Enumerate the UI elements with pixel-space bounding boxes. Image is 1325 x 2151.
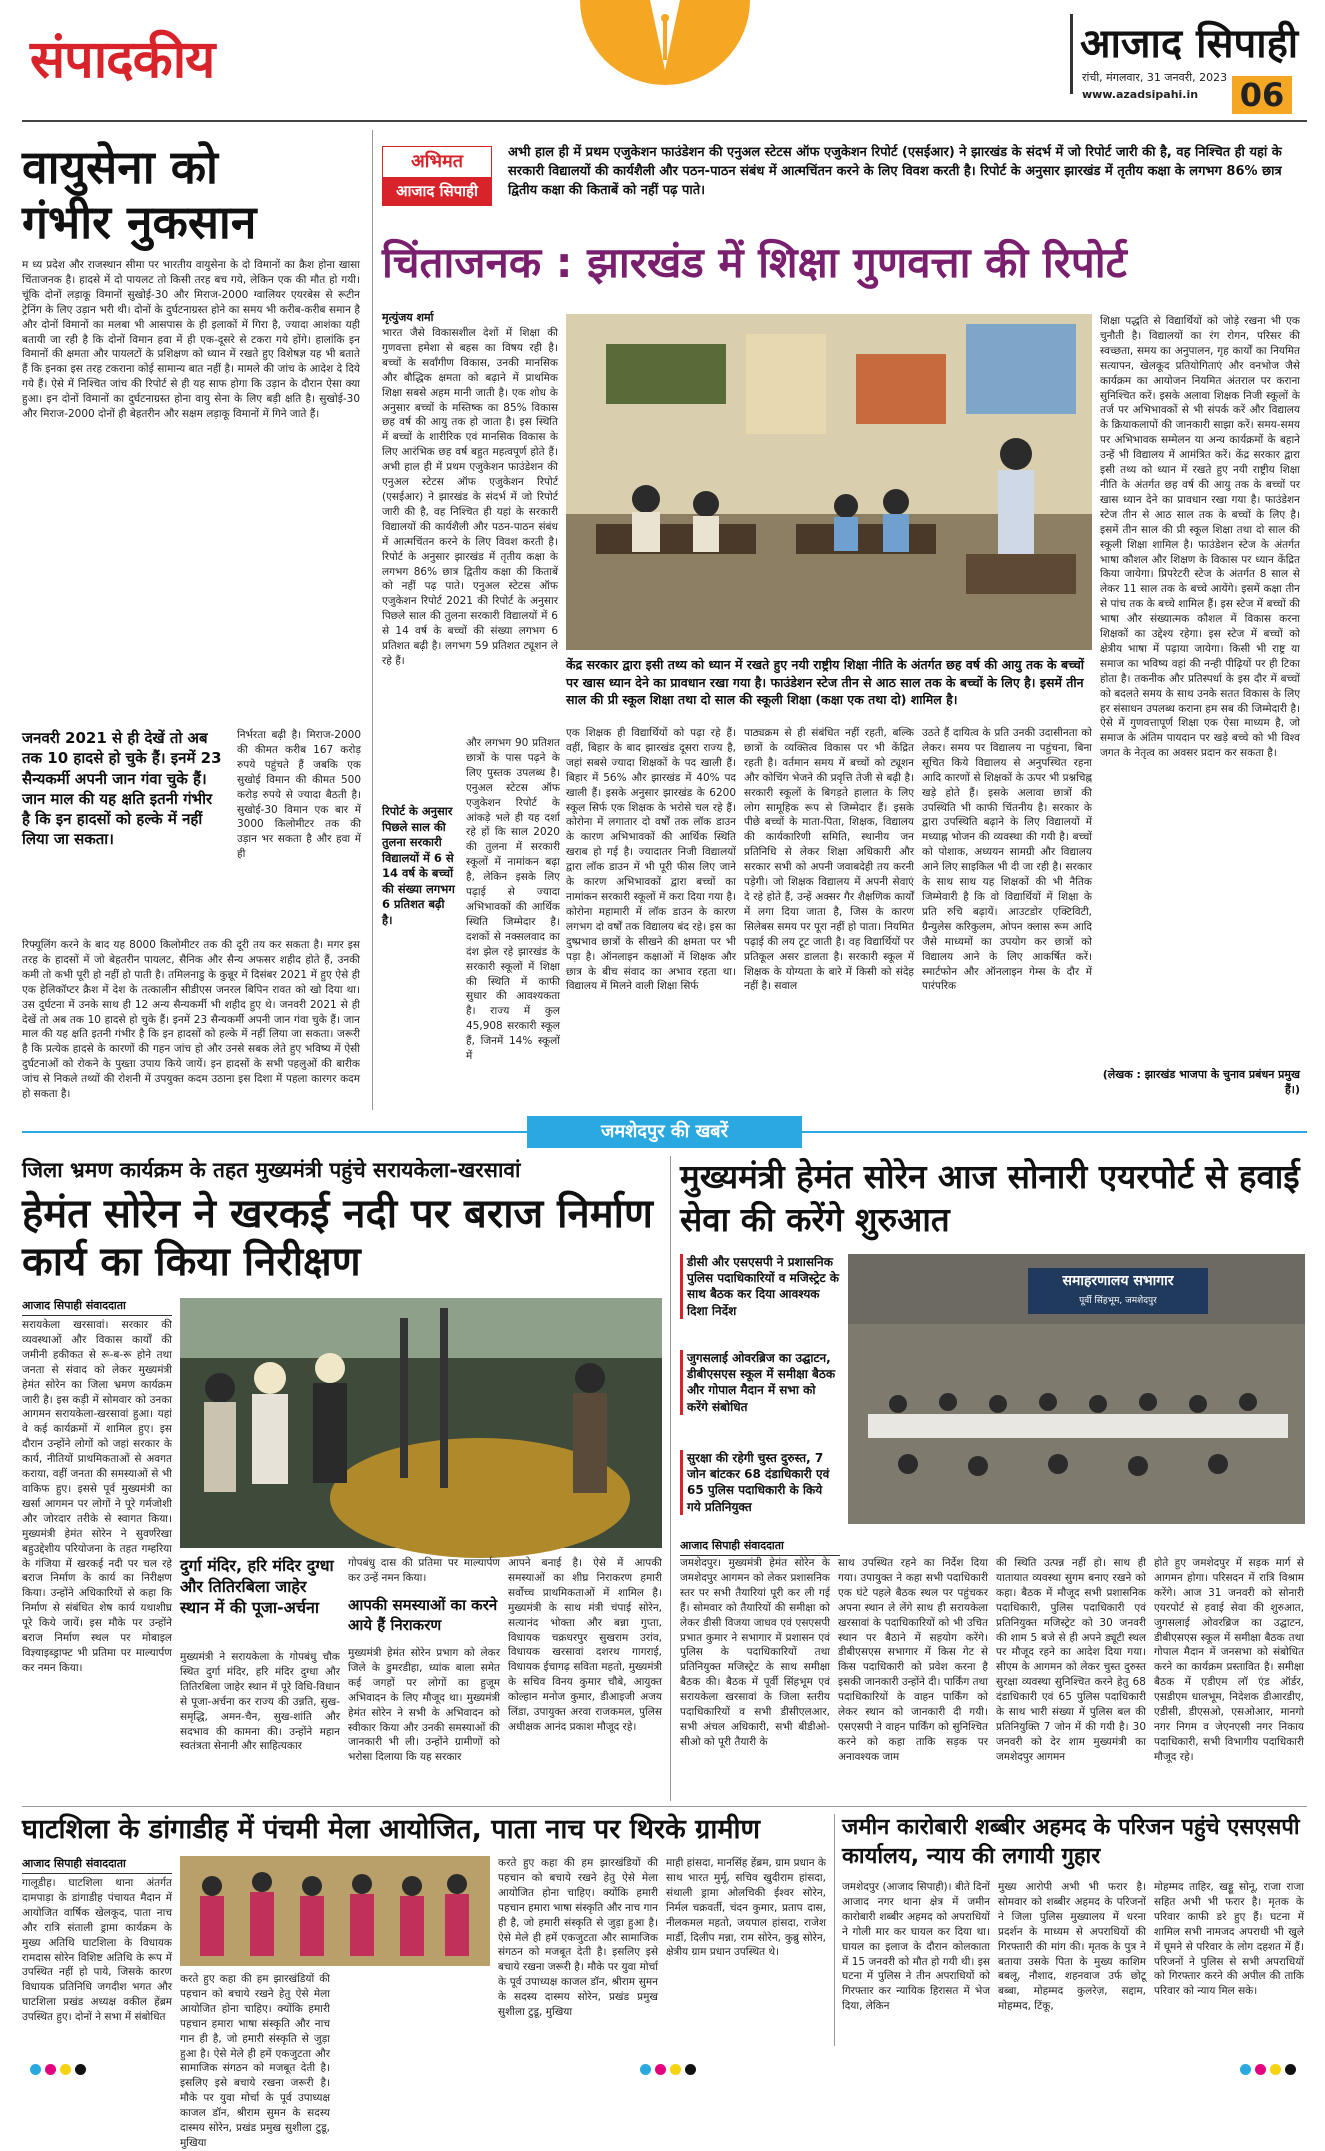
lower-divider xyxy=(22,1806,1307,1807)
classroom-photo xyxy=(566,314,1092,650)
hall-banner-title: समाहरणालय सभागार xyxy=(1062,1273,1174,1289)
paper-name: आजाद सिपाही xyxy=(1080,21,1299,67)
registration-dots-left xyxy=(30,2060,90,2079)
main-col-2: और लगभग 90 प्रतिशत छात्रों के पास पढ़ने के लिए पुस्तक उपलब्ध है। एनुअल स्टेटस ऑफ एजुकेशन रिपोर्ट के आंकड़े भले ही यह दर्शा रहे हों कि साल 2020 की तुलना में सरकारी स्कूलों में नामांकन बढ़ा है, लेकिन इसके लिए पढ़ाई से ज्यादा अभिभावकों की आर्थिक स्थिति जिम्मेदार है। दशकों से नक्सलवाद का दंश झेल रहे झारखंड के सरकारी स्कूलों में शिक्षा की स्थिति में काफी सुधार की आवश्यकता है। राज्य में कुल 45,908 सरकारी स्कूल हैं, जिनमें 14% स्कूलों में xyxy=(466,737,560,1063)
hall-banner-sub: पूर्वी सिंहभूम, जमशेदपुर xyxy=(1079,1296,1157,1306)
cm-barrage-col-3: मुख्यमंत्री हेमंत सोरेन प्रभाग को लेकर जिले के डुमरडीहा, ध्यांक बाला समेत कई जगहों पर लोगों का हुजूम अभिवादन के लिए मौजूद था। मुख्यमंत्री हेमंत सोरेन ने सभी के अभिवादन को स्वीकार किया और उनकी समस्याओं की जानकारी भी ली। उन्होंने ग्रामीणों को भरोसा दिलाया कि यह सरकार xyxy=(348,1647,500,1764)
editorial-divider xyxy=(372,130,373,1110)
airport-bullet-3: सुरक्षा की रहेगी चुस्त दुरुस्त, 7 जोन बांटकर 68 दंडाधिकारी एवं 65 पुलिस पदाधिकारी के किये गये प्रतिनियुक्त xyxy=(680,1450,840,1515)
main-col-4: पाठ्यक्रम से ही संबंधित नहीं रहती, बल्कि छात्रों के व्यक्तित्व विकास पर भी केंद्रित रहती है। वर्तमान समय में बच्चों को ट्यूशन और कोचिंग भेजने की प्रवृत्ति तेजी से बढ़ी है। सरकारी स्कूलों के बिगड़ते हालात के लिए लोग सामूहिक रूप से जिम्मेदार हैं। इसके पीछे बच्चों के माता-पिता, शिक्षक, विद्यालय की कार्यकारिणी समिति, स्थानीय जन प्रतिनिधि से लेकर शिक्षा अधिकारी और सरकार सभी को अपनी जवाबदेही तय करनी पड़ेगी। जो शिक्षक विद्यालय में अपनी सेवाएं दे रहे होते हैं, उन्हें अक्सर गैर शैक्षणिक कार्यों में लगा दिया जाता है, जिस के कारण सिलेबस समय पर पूरा नहीं हो पाता। नियमित पढ़ाई की लय टूट जाती है। वह विद्यार्थियों पर प्रतिकूल असर डालता है। सरकारी स्कूल में शिक्षक के योग्यता के बारे में किसी को संदेह नहीं है। सवाल xyxy=(744,727,914,993)
main-headline: चिंताजनक : झारखंड में शिक्षा गुणवत्ता की रिपोर्ट xyxy=(382,238,1127,287)
cm-barrage-col-2: मुख्यमंत्री ने सरायकेला के गोपबंधु चौक स्थित दुर्गा मंदिर, हरि मंदिर दुग्धा और तितिरबिला जाहेर स्थान में पूरे विधि-विधान से पूजा-अर्चना कर राज्य की उन्नति, सुख-समृद्धि, अमन-चैन, सुख-शांति और सदभाव की कामना की। उन्होंने महान स्वतंत्रता सेनानी और साहित्यकार xyxy=(180,1651,340,1753)
author-note: (लेखक : झारखंड भाजपा के चुनाव प्रबंधन प्रमुख हैं।) xyxy=(1102,1068,1300,1096)
magenta-dot xyxy=(45,2064,56,2075)
barrage-scene-icon xyxy=(180,1298,662,1548)
masthead-rule xyxy=(1070,14,1073,94)
cm-barrage-headline: हेमंत सोरेन ने खरकई नदी पर बराज निर्माण कार्य का किया निरीक्षण xyxy=(22,1191,653,1285)
page-number: 06 xyxy=(1232,76,1292,114)
classroom-scene-icon xyxy=(566,314,1092,650)
black-dot xyxy=(75,2064,86,2075)
sabbir-col-2: मुख्य आरोपी अभी भी फरार है। सोमवार को शब्बीर अहमद के परिजनों ने जिला पुलिस मुख्यालय में धरना प्रदर्शन के माध्यम से अपराधियों की गिरफ्तारी की मांग की। मृतक के पुत्र ने बताया उसके पिता के मुख्य काशिम बबलू, नौशाद, शहनवाज उर्फ छोटू बब्बा, मोहम्मद कुलरेज़, सद्दाम, मोहम्मद, टिंकू, xyxy=(998,1881,1146,2013)
sabbir-headline: जमीन कारोबारी शब्बीर अहमद के परिजन पहुंचे एसएसपी कार्यालय, न्याय की लगायी गुहार xyxy=(842,1815,1300,1869)
yellow-dot xyxy=(670,2064,681,2075)
airport-col-3: की स्थिति उत्पन्न नहीं हो। साथ ही यातायात व्यवस्था सुगम बनाए रखने को कहा। बैठक में मौजूद सभी प्रशासनिक पदाधिकारी, पुलिस पदाधिकारी एवं प्रतिनियुक्त मजिस्ट्रेट को 30 जनवरी की शाम 5 बजे से ही अपने ड्यूटी स्थल पर मौजूद रहने का आदेश दिया गया। सीएम के आगमन को लेकर चुस्त दुरुस्त सुरक्षा व्यवस्था सुनिश्चित करने हेतु 68 दंडाधिकारी एवं 65 पुलिस पदाधिकारी के साथ भारी संख्या में पुलिस बल की प्रतिनियुक्ति 7 जोन में की गयी है। 30 जनवरी को देर शाम मुख्यमंत्री का जमशेदपुर आगमन xyxy=(996,1557,1146,1763)
airport-bullet-2: जुगसलाई ओवरब्रिज का उद्घाटन, डीबीएसएस स्कूल में समीक्षा बैठक और गोपाल मैदान में सभा को करेंगे संबोधित xyxy=(680,1350,840,1415)
website: www.azadsipahi.in xyxy=(1082,88,1199,101)
section-title: संपादकीय xyxy=(30,30,215,90)
main-col-6: शिक्षा पद्धति से विद्यार्थियों को जोड़े रखना भी एक चुनौती है। विद्यालयों का रंग रोगन, परिसर की स्वच्छता, समय का अनुपालन, गृह कार्यों का नियमित सत्यापन, खेलकूद प्रतियोगिताएं और वनभोज जैसे कार्यक्रम का आयोजन नियमित अंतराल पर कराना सुनिश्चित करें। इसके अलावा शिक्षक निजी स्कूलों के तर्ज पर अभिभावकों से भी संपर्क करें और विद्यालय के क्रियाकलापों की जानकारी साझा करें। समय-समय पर अभिभावक सम्मेलन या अन्य कार्यक्रमों के बहाने उन्हें भी विद्यालय में आमंत्रित करें। केंद्र सरकार द्वारा इसी तथ्य को ध्यान में रखते हुए नयी राष्ट्रीय शिक्षा नीति के अंतर्गत छह वर्ष की आयु तक के बच्चों पर खास ध्यान देने का प्रावधान रखा गया है। फाउंडेशन स्टेज तीन से आठ साल तक के बच्चों के लिए है। इसमें तीन साल की प्री स्कूल शिक्षा तथा दो साल की स्कूली शिक्षा शामिल है। फाउंडेशन स्टेज के अंतर्गत भाषा कौशल और शिक्षण के विकास पर ध्यान केंद्रित किया जायेगा। प्रिपरेटरी स्टेज के अंतर्गत 8 साल से लेकर 11 साल तक के बच्चे आयेंगे। इसमें कक्षा तीन से पांच तक के बच्चे शामिल हैं। इस स्टेज में बच्चों की भाषा और संख्यात्मक कौशल में विकास करना शिक्षकों का उद्देश्य रहेगा। इस स्टेज में बच्चों को क्षेत्रीय भाषा में पढ़ाया जायेगा। किसी भी राष्ट्र या समाज का भविष्य वहां की नन्ही पीढ़ियों पर ही टिका होता है। तकनीक और प्रतिस्पर्धा के इस दौर में बच्चों को बदलते समय के साथ उनके सतत विकास के लिए हर संसाधन उपलब्ध कराना हम सब की जिम्मेदारी है। ऐसे में गुणवत्तापूर्ण शिक्षा एक ऐसा माध्यम है, जो समाज के अंतिम पायदान पर खड़े बच्चे को भी विश्व जगत के नेतृत्व का अवसर प्रदान कर सकता है। xyxy=(1100,315,1300,760)
top-intro: अभी हाल ही में प्रथम एजुकेशन फाउंडेशन की एनुअल स्टेटस ऑफ एजुकेशन रिपोर्ट (एसईआर) ने झारखंड के संदर्भ में जो रिपोर्ट जारी की है, वह निश्चित ही यहां के सरकारी विद्यालयों की कार्यशैली और पठन-पाठन संबंध में आत्मचिंतन करने के लिए विवश करती है। रिपोर्ट के अनुसार झारखंड में तृतीय कक्षा के लगभग 86% छात्र द्वितीय कक्षा की किताबें को नहीं पढ़ पाते। xyxy=(508,145,1282,198)
meeting-scene-icon xyxy=(848,1254,1305,1524)
yellow-dot xyxy=(60,2064,71,2075)
airport-byline: आजाद सिपाही संवाददाता xyxy=(680,1538,840,1556)
editorial-title: वायुसेना को गंभीर नुकसान xyxy=(22,140,257,250)
magenta-dot xyxy=(1255,2064,1266,2075)
mela-headline: घाटशिला के डांगाडीह में पंचमी मेला आयोजित, पाता नाच पर थिरके ग्रामीण xyxy=(22,1814,761,1845)
mela-col-3: माही हांसदा, मानसिंह हेंब्रम, ग्राम प्रधान के साथ भारत मुर्मू, सचिव खुदीराम हांसदा, संथाली ड्रामा ओलचिकी ईश्वर सोरेन, निर्मल चक्रवर्ती, चंदन कुमार, प्रताप दास, नीलकमल महतो, जयपाल हांसदा, राजेश मार्डी, दिलीप मन्ना, राम सोरेन, कुब्रु सोरेन, क्षेत्रीय ग्राम प्रधान उपस्थित थे। xyxy=(666,1857,826,1959)
main-col-3: एक शिक्षक ही विद्यार्थियों को पढ़ा रहे हैं। वहीं, बिहार के बाद झारखंड दूसरा राज्य है, जहां सबसे ज्यादा शिक्षकों के पद खाली हैं। बिहार में 56% और झारखंड में 40% पद खाली हैं। इसके अनुसार झारखंड के 6200 स्कूल सिर्फ एक शिक्षक के भरोसे चल रहे हैं। कोरोना में लगातार दो वर्षों तक लॉक डाउन के कारण अभिभावकों की आर्थिक स्थिति खराब हो गई है। ज्यादातर निजी विद्यालयों द्वारा लॉक डाउन में भी पूरी फीस लिए जाने के कारण अभिभावकों द्वारा बच्चों का नामांकन सरकारी स्कूलों में करा दिया गया है। कोरोना महामारी में लॉक डाउन के कारण लगभग दो वर्षों तक विद्यालय बंद रहे। इस का दुष्प्रभाव छात्रों के सीखने की क्षमता पर भी पड़ा है। ऑनलाइन कक्षाओं में शिक्षक और छात्र के बीच संवाद का अभाव रहता था। विद्यालय में मिलने वाली शिक्षा सिर्फ xyxy=(566,727,736,993)
abhimat-paper: आजाद सिपाही xyxy=(383,177,491,205)
dateline: रांची, मंगलवार, 31 जनवरी, 2023 xyxy=(1082,71,1228,84)
sabbir-col-1: जमशेदपुर (आजाद सिपाही)। बीते दिनों आजाद नगर थाना क्षेत्र में जमीन कारोबारी शब्बीर अहमद को अपराधियों ने गोली मार कर घायल कर दिया था। घायल का इलाज के दौरान कोलकाता में 15 जनवरी को मौत हो गयी थी। इस घटना में पुलिस ने तीन अपराधियों को गिरफ्तार कर न्यायिक हिरासत में भेज दिया, लेकिन xyxy=(842,1881,990,2013)
masthead-divider xyxy=(22,120,1307,122)
temple-subheading: दुर्गा मंदिर, हरि मंदिर दुग्धा और तितिरबिला जाहेर स्थान में की पूजा-अर्चना xyxy=(180,1556,334,1617)
editorial-body-3: रिफ्यूलिंग करने के बाद यह 8000 किलोमीटर तक की दूरी तय कर सकता है। मगर इस तरह के हादसों में जो बेहतरीन पायलट, सैनिक और सैन्य अफसर शहीद होते हैं, उनकी कमी तो कभी पूरी हो नहीं हो पाती है। तमिलनाडु के कुन्नूर में दिसंबर 2021 में हुए ऐसे ही एक हेलिकॉप्टर क्रैश में देश के तत्कालीन सीडीएस जनरल बिपिन रावत को खो दिया था। उस दुर्घटना में उनके साथ ही 12 अन्य सैन्यकर्मी भी शहीद हुए थे। जनवरी 2021 से ही देखें तो अब तक 10 हादसे हो चुके हैं। इनमें 23 सैन्यकर्मी अपनी जान गंवा चुके हैं। जान माल की यह क्षति इतनी गंभीर है कि इन हादसों को हल्के में नहीं लिया जा सकता। जरूरी है कि प्रत्येक हादसे के कारणों की गहन जांच हो और उनसे सबक लेते हुए भविष्य में ऐसी दुर्घटनाओं को रोकने के पुख्ता उपाय किये जायें। इन हादसों के सभी पहलुओं की बारीक जांच से निकले तथ्यों की रोशनी में उपयुक्त कदम उठाना इस दिशा में पहला कारगर कदम हो सकता है। xyxy=(22,939,360,1101)
abhimat-label: अभिमत xyxy=(383,147,491,177)
main-author: मृत्युंजय शर्मा xyxy=(382,311,434,324)
mela-dance-photo xyxy=(180,1856,490,1966)
editorial-body-2: निर्भरता बढ़ी है। मिराज-2000 की कीमत करीब 167 करोड़ रुपये पहुंचते हैं जबकि एक सुखोई विमान की कीमत 500 करोड़ रुपये से ज्यादा बैठती है। सुखोई-30 विमान एक बार में 3000 किलोमीटर तक की उड़ान भर सकता है और हवा में ही xyxy=(237,729,361,861)
cm-barrage-col-4: आपने बनाई है। ऐसे में आपकी समस्याओं का शीघ्र निराकरण हमारी सर्वोच्च प्राथमिकताओं में शामिल है। मुख्यमंत्री के साथ मंत्री चंपाई सोरेन, सत्यानंद भोक्ता और बन्ना गुप्ता, विधायक चक्रधरपुर सुखराम उरांव, विधायक खरसावां दशरथ गागराई, विधायक ईचागढ़ सविता महतो, मुख्यमंत्री के सचिव विनय कुमार चौबे, आयुक्त कोल्हान मनोज कुमार, डीआइजी अजय लिंडा, उपायुक्त अरवा राजकमल, पुलिस अधीक्षक आनंद प्रकाश मौजूद रहे। xyxy=(508,1557,662,1733)
abhimat-badge xyxy=(382,146,492,206)
jamshedpur-divider xyxy=(670,1156,671,1801)
cyan-dot xyxy=(1240,2064,1251,2075)
airport-col-2: साथ उपस्थित रहने का निर्देश दिया गया। उपायुक्त ने कहा सभी पदाधिकारी एक घंटे पहले बैठक स्थल पर पहुंचकर अपना स्थान ले लेंगे साथ ही सरायकेला खरसावां के पदाधिकारियों को भी उचित स्थान पर बैठाने में सहयोग करेंगे। डीबीएसएस सभागार में किस गेट से किस पदाधिकारी को प्रवेश करना है इसकी जानकारी उन्होंने दी। पार्किंग तथा पदाधिकारियों के वाहन पार्किंग को लेकर स्थान को जानकारी दी गयी। एसएसपी ने वाहन पार्किंग को सुनिश्चित करने को कहा ताकि सड़क पर अनावश्यक जाम xyxy=(838,1557,988,1763)
magenta-dot xyxy=(655,2064,666,2075)
airport-col-4: होते हुए जमशेदपुर में सड़क मार्ग से आगमन होगा। परिसदन में रात्रि विश्राम करेंगे। आज 31 जनवरी को सोनारी एयरपोर्ट से हवाई सेवा की शुरुआत, जुगसलाई ओवरब्रिज का उद्घाटन, डीबीएसएस स्कूल में समीक्षा बैठक तथा गोपाल मैदान में जनसभा को संबोधित करने का कार्यक्रम प्रस्तावित है। समीक्षा बैठक में एडीएम लॉ एंड ऑर्डर, एसडीएम धालभूम, निदेशक डीआरडीए, एडीसी, डीएसओ, एसओआर, मानगो नगर निगम व जेएनएसी नगर निकाय पदाधिकारी, सभी विभागीय पदाधिकारी मौजूद रहे। xyxy=(1154,1557,1304,1763)
mela-col-2b: करते हुए कहा की हम झारखंडियों की पहचान को बचाये रखने हेतु ऐसे मेला आयोजित होना चाहिए। क्योंकि हमारी पहचान हमारा भाषा संस्कृति और नाच गान ही है, जो हमारी संस्कृति से जुड़ा हुआ है। ऐसे मेले ही हमें एकजुटता और सामाजिक संगठन को मजबूत देती है। इसलिए इसे बचाये रखना जरूरी है। मौके पर युवा मोर्चा के पूर्व उपाध्यक्ष काजल डॉन, श्रीराम सुमन के सदस्य दास्मय सोरेन, प्रखंड प्रमुख सुशीला टुडू, मुखिया xyxy=(498,1857,658,2019)
mela-byline: आजाद सिपाही संवाददाता xyxy=(22,1856,172,1874)
main-col-1: भारत जैसे विकासशील देशों में शिक्षा की गुणवत्ता हमेशा से बहस का विषय रही है। बच्चों के सर्वांगीण विकास, उनकी मानसिक और बौद्धिक क्षमता को बढ़ाने में प्राथमिक शिक्षा सबसे अहम मानी जाती है। एक शोध के अनुसार बच्चों के मस्तिष्क का 85% विकास छह वर्ष की आयु तक हो जाता है। इस स्थिति में बच्चों के शारीरिक एवं मानसिक विकास के लिए आरंभिक छह वर्ष बहुत महत्वपूर्ण होते हैं। अभी हाल ही में प्रथम एजुकेशन फाउंडेशन की एनुअल स्टेटस ऑफ एजुकेशन रिपोर्ट (एसईआर) ने झारखंड के संदर्भ में जो रिपोर्ट जारी की है, वह निश्चित ही यहां के सरकारी विद्यालयों की कार्यशैली और पठन-पाठन संबंध में आत्मचिंतन करने के लिए विवश करती है। रिपोर्ट के अनुसार झारखंड में तृतीय कक्षा के लगभग 86% छात्र द्वितीय कक्षा की किताबें को नहीं पढ़ पाते। एनुअल स्टेटस ऑफ एजुकेशन रिपोर्ट 2021 की रिपोर्ट के अनुसार पिछले साल की तुलना सरकारी विद्यालयों में 6 से 14 वर्ष के बच्चों की संख्या लगभग 6 प्रतिशत बढ़ी है। लगभग 59 प्रतिशत ट्यूशन ले रहे हैं। xyxy=(382,327,558,667)
cm-barrage-col-3-lead: गोपबंधु दास की प्रतिमा पर माल्यार्पण कर उन्हें नमन किया। xyxy=(348,1557,500,1584)
barrage-inspection-photo xyxy=(180,1298,662,1548)
mela-col-2: करते हुए कहा की हम झारखंडियों की पहचान को बचाये रखने हेतु ऐसे मेला आयोजित होना चाहिए। क्योंकि हमारी पहचान हमारा भाषा संस्कृति और नाच गान ही है, जो हमारी संस्कृति से जुड़ा हुआ है। ऐसे मेले ही हमें एकजुटता और सामाजिक संगठन को मजबूत देती है। इसलिए इसे बचाये रखना जरूरी है। मौके पर युवा मोर्चा के पूर्व उपाध्यक्ष काजल डॉन, श्रीराम सुमन के सदस्य दास्मय सोरेन, प्रखंड प्रमुख सुशीला टुडू, मुखिया xyxy=(180,1973,330,2149)
section-banner xyxy=(22,1116,1307,1148)
cyan-dot xyxy=(30,2064,41,2075)
grievance-subheading: आपकी समस्याओं का करने आये हैं निराकरण xyxy=(348,1596,498,1634)
airport-bullet-1: डीसी और एसएसपी ने प्रशासनिक पुलिस पदाधिकारियों व मजिस्ट्रेट के साथ बैठक कर दिया आवश्यक दिशा निर्देश xyxy=(680,1254,840,1319)
editorial-body-1: म ध्य प्रदेश और राजस्थान सीमा पर भारतीय वायुसेना के दो विमानों का क्रैश होना खासा चिंताजनक है। हादसे में दो पायलट तो किसी तरह बच गये, लेकिन एक की मौत हो गयी। चूंकि दोनों लड़ाकू विमानों सुखोई-30 और मिराज-2000 ग्वालियर एयरबेस से रूटीन ट्रेनिंग के लिए उड़ान भरी थी। दोनों के दुर्घटनाग्रस्त होने का समय भी करीब-करीब समान है और दोनों विमानों का मलबा भी आसपास के ही इलाकों में गिरा है, ज्यादा आशंका यही बतायी जा रही है कि दोनों विमान हवा में ही एक-दूसरे से टकरा गये होंगे। हालांकि इन विमानों की क्षमता और पायलटों के प्रशिक्षण को ध्यान में रखते हुए विशेषज्ञ यह भी बताते हैं कि इनका इस तरह टकराना कोई सामान्य बात नहीं है। मामले की जांच के आदेश दे दिये गये हैं। ऐसे में निश्चित जांच की रिपोर्ट से ही यह साफ होगा कि उड़ान के दौरान ऐसा क्या हुआ। इन दोनों विमानों का दुर्घटनाग्रस्त होना वायु सेना के लिए बड़ी क्षति है। सुखोई-30 और मिराज-2000 दोनों ही बेहतरीन और सक्षम लड़ाकू विमानों में गिने जाते हैं। xyxy=(22,259,360,421)
airport-bullets xyxy=(680,1254,840,1534)
bottom-divider xyxy=(834,1814,835,2046)
side-quote: रिपोर्ट के अनुसार पिछले साल की तुलना सरकारी विद्यालयों में 6 से 14 वर्ष के बच्चों की संख्या लगभग 6 प्रतिशत बढ़ी है। xyxy=(382,804,455,927)
mela-col-1: गालूडीह। घाटशिला थाना अंतर्गत दामपाड़ा के डांगाडीह पंचायत मैदान में आयोजित वार्षिक खेलकूद, पाता नाच और रात्रि संताली ड्रामा कार्यक्रम के मुख्य अतिथि घाटशिला के विधायक रामदास सोरेन विशिष्ट अतिथि के रूप में उपस्थित नहीं हो पाये, जिसके कारण विधायक प्रतिनिधि जगदीश भगत और घाटशिला प्रखंड अध्यक्ष वकील हेंब्रम उपस्थित हुए। दोनों ने सभा में संबोधित xyxy=(22,1877,172,2024)
classroom-photo-caption: केंद्र सरकार द्वारा इसी तथ्य को ध्यान में रखते हुए नयी राष्ट्रीय शिक्षा नीति के अंतर्गत छह वर्ष की आयु तक के बच्चों पर खास ध्यान देने का प्रावधान रखा गया है। फाउंडेशन स्टेज तीन से आठ साल तक के बच्चों के लिए है। इसमें तीन साल की प्री स्कूल शिक्षा तथा दो साल की स्कूली शिक्षा (कक्षा एक तथा दो) शामिल है। xyxy=(566,657,1085,707)
black-dot xyxy=(685,2064,696,2075)
black-dot xyxy=(1285,2064,1296,2075)
airport-headline: मुख्यमंत्री हेमंत सोरेन आज सोनारी एयरपोर्ट से हवाई सेवा की करेंगे शुरुआत xyxy=(680,1157,1300,1239)
registration-dots-right xyxy=(1240,2060,1300,2079)
editorial-column xyxy=(22,130,362,1110)
cm-barrage-kicker: जिला भ्रमण कार्यक्रम के तहत मुख्यमंत्री पहुंचे सरायकेला-खरसावां xyxy=(22,1158,521,1182)
main-col-5: उठते हैं दायित्व के प्रति उनकी उदासीनता को लेकर। समय पर विद्यालय ना पहुंचना, बिना सूचित किये विद्यालय से अनुपस्थित रहना आदि कारणों से शिक्षकों के ऊपर भी प्रश्नचिह्न खड़े होते हैं। इसके अलावा छात्रों की उपस्थिति भी काफी चिंतनीय है। सरकार के द्वारा उपस्थिति बढ़ाने के लिए विद्यालयों में मध्याह्न भोजन की व्यवस्था की गयी है। बच्चों को पोशाक, अध्ययन सामग्री और विद्यालय आने लिए साइकिल भी दी जा रही है। सरकार के साथ साथ यह शिक्षकों की भी नैतिक जिम्मेवारी है कि वो विद्यार्थियों में शिक्षा के प्रति रुचि बढ़ायें। आउटडोर एक्टिविटी, ग्रैन्युलेस करिकुलम, ओपन क्लास रूम आदि जैसे माध्यमों का उपयोग कर छात्रों को विद्यालय आने के लिए आकर्षित करें। स्मार्टफोन और ऑनलाइन गेम्स के दौर में पारंपरिक xyxy=(922,727,1092,993)
masthead xyxy=(0,0,1325,118)
yellow-dot xyxy=(1270,2064,1281,2075)
cm-barrage-col-1: सरायकेला खरसावां। सरकार की व्यवस्थाओं और विकास कार्यों की जमीनी हकीकत से रू-ब-रू होने तथा जनता से संवाद को लेकर मुख्यमंत्री हेमंत सोरेन का जिला भ्रमण कार्यक्रम जारी है। इस कड़ी में सोमवार को उनका आगमन सरायकेला-खरसावां हुआ। यहां वे कई कार्यक्रमों में शामिल हुए। इस दौरान उन्होंने लोगों को जहां सरकार के कार्य, नीतियों प्राथमिकताओं से अवगत कराया, वहीं जनता की समस्याओं से भी वाकिफ हुए। इससे पूर्व मुख्यमंत्री का खर्सा आगमन पर लोगों ने पूरे गर्मजोशी और जोरदार तरीके से स्वागत किया। मुख्यमंत्री हेमंत सोरेन ने सुवर्णरेखा बहुउद्देशीय परियोजना के तहत गम्हरिया के गंजिया में खरकई नदी पर चल रहे बराज निर्माण के कार्य का निरीक्षण किया। उन्होंने अधिकारियों से कहा कि निर्माण से संबंधित शेष कार्य यथाशीघ्र पूरे किये जायें। इस मौके पर उन्होंने बराज निर्माण स्थल पर मोबाइल विज्ञ्याइब्ड्राफ्ट भी प्रतिमा पर माल्यार्पण कर नमन किया। xyxy=(22,1319,172,1674)
cm-barrage-byline: आजाद सिपाही संवाददाता xyxy=(22,1298,172,1316)
dance-scene-icon xyxy=(180,1856,490,1966)
airport-col-1: जमशेदपुर। मुख्यमंत्री हेमंत सोरेन के जमशेदपुर आगमन को लेकर प्रशासनिक स्तर पर सभी तैयारियां पूरी कर ली गई हैं। सोमवार को तैयारियों की समीक्षा को लेकर डीसी विजया जाधव एवं एसएसपी प्रभात कुमार ने सभागार में प्रशासन एवं पुलिस के पदाधिकारियों तथा प्रतिनियुक्त मजिस्ट्रेट के साथ समीक्षा बैठक की। बैठक में पूर्वी सिंहभूम एवं सरायकेला खरसावां के जिला स्तरीय पदाधिकारियों व सभी डीसीएलआर, सभी अंचल अधिकारी, सभी बीडीओ-सीओ को पूरी तैयारी के xyxy=(680,1557,830,1748)
registration-dots-center xyxy=(640,2060,700,2079)
section-banner-label: जमशेदपुर की खबरें xyxy=(527,1116,802,1148)
pen-nib-logo-icon xyxy=(570,0,760,112)
sabbir-col-3: मोहम्मद ताहिर, खड्डू सोनू, राजा राजा सहित अभी भी फरार है। मृतक के परिवार काफी डरे हुए हैं। घटना में शामिल सभी नामजद अपराधी भी खुले में घूमने से परिवार के लोग दहशत में हैं। परिजनों ने पुलिस से सभी अपराधियों को गिरफ्तार करने की अपील की ताकि परिवार को न्याय मिल सके। xyxy=(1154,1881,1304,1998)
meeting-hall-photo xyxy=(848,1254,1305,1524)
editorial-pullquote: जनवरी 2021 से ही देखें तो अब तक 10 हादसे हो चुके हैं। इनमें 23 सैन्यकर्मी अपनी जान गंवा चुके हैं। जान माल की यह क्षति इतनी गंभीर है कि इन हादसों को हल्के में नहीं लिया जा सकता। xyxy=(22,729,222,849)
cyan-dot xyxy=(640,2064,651,2075)
